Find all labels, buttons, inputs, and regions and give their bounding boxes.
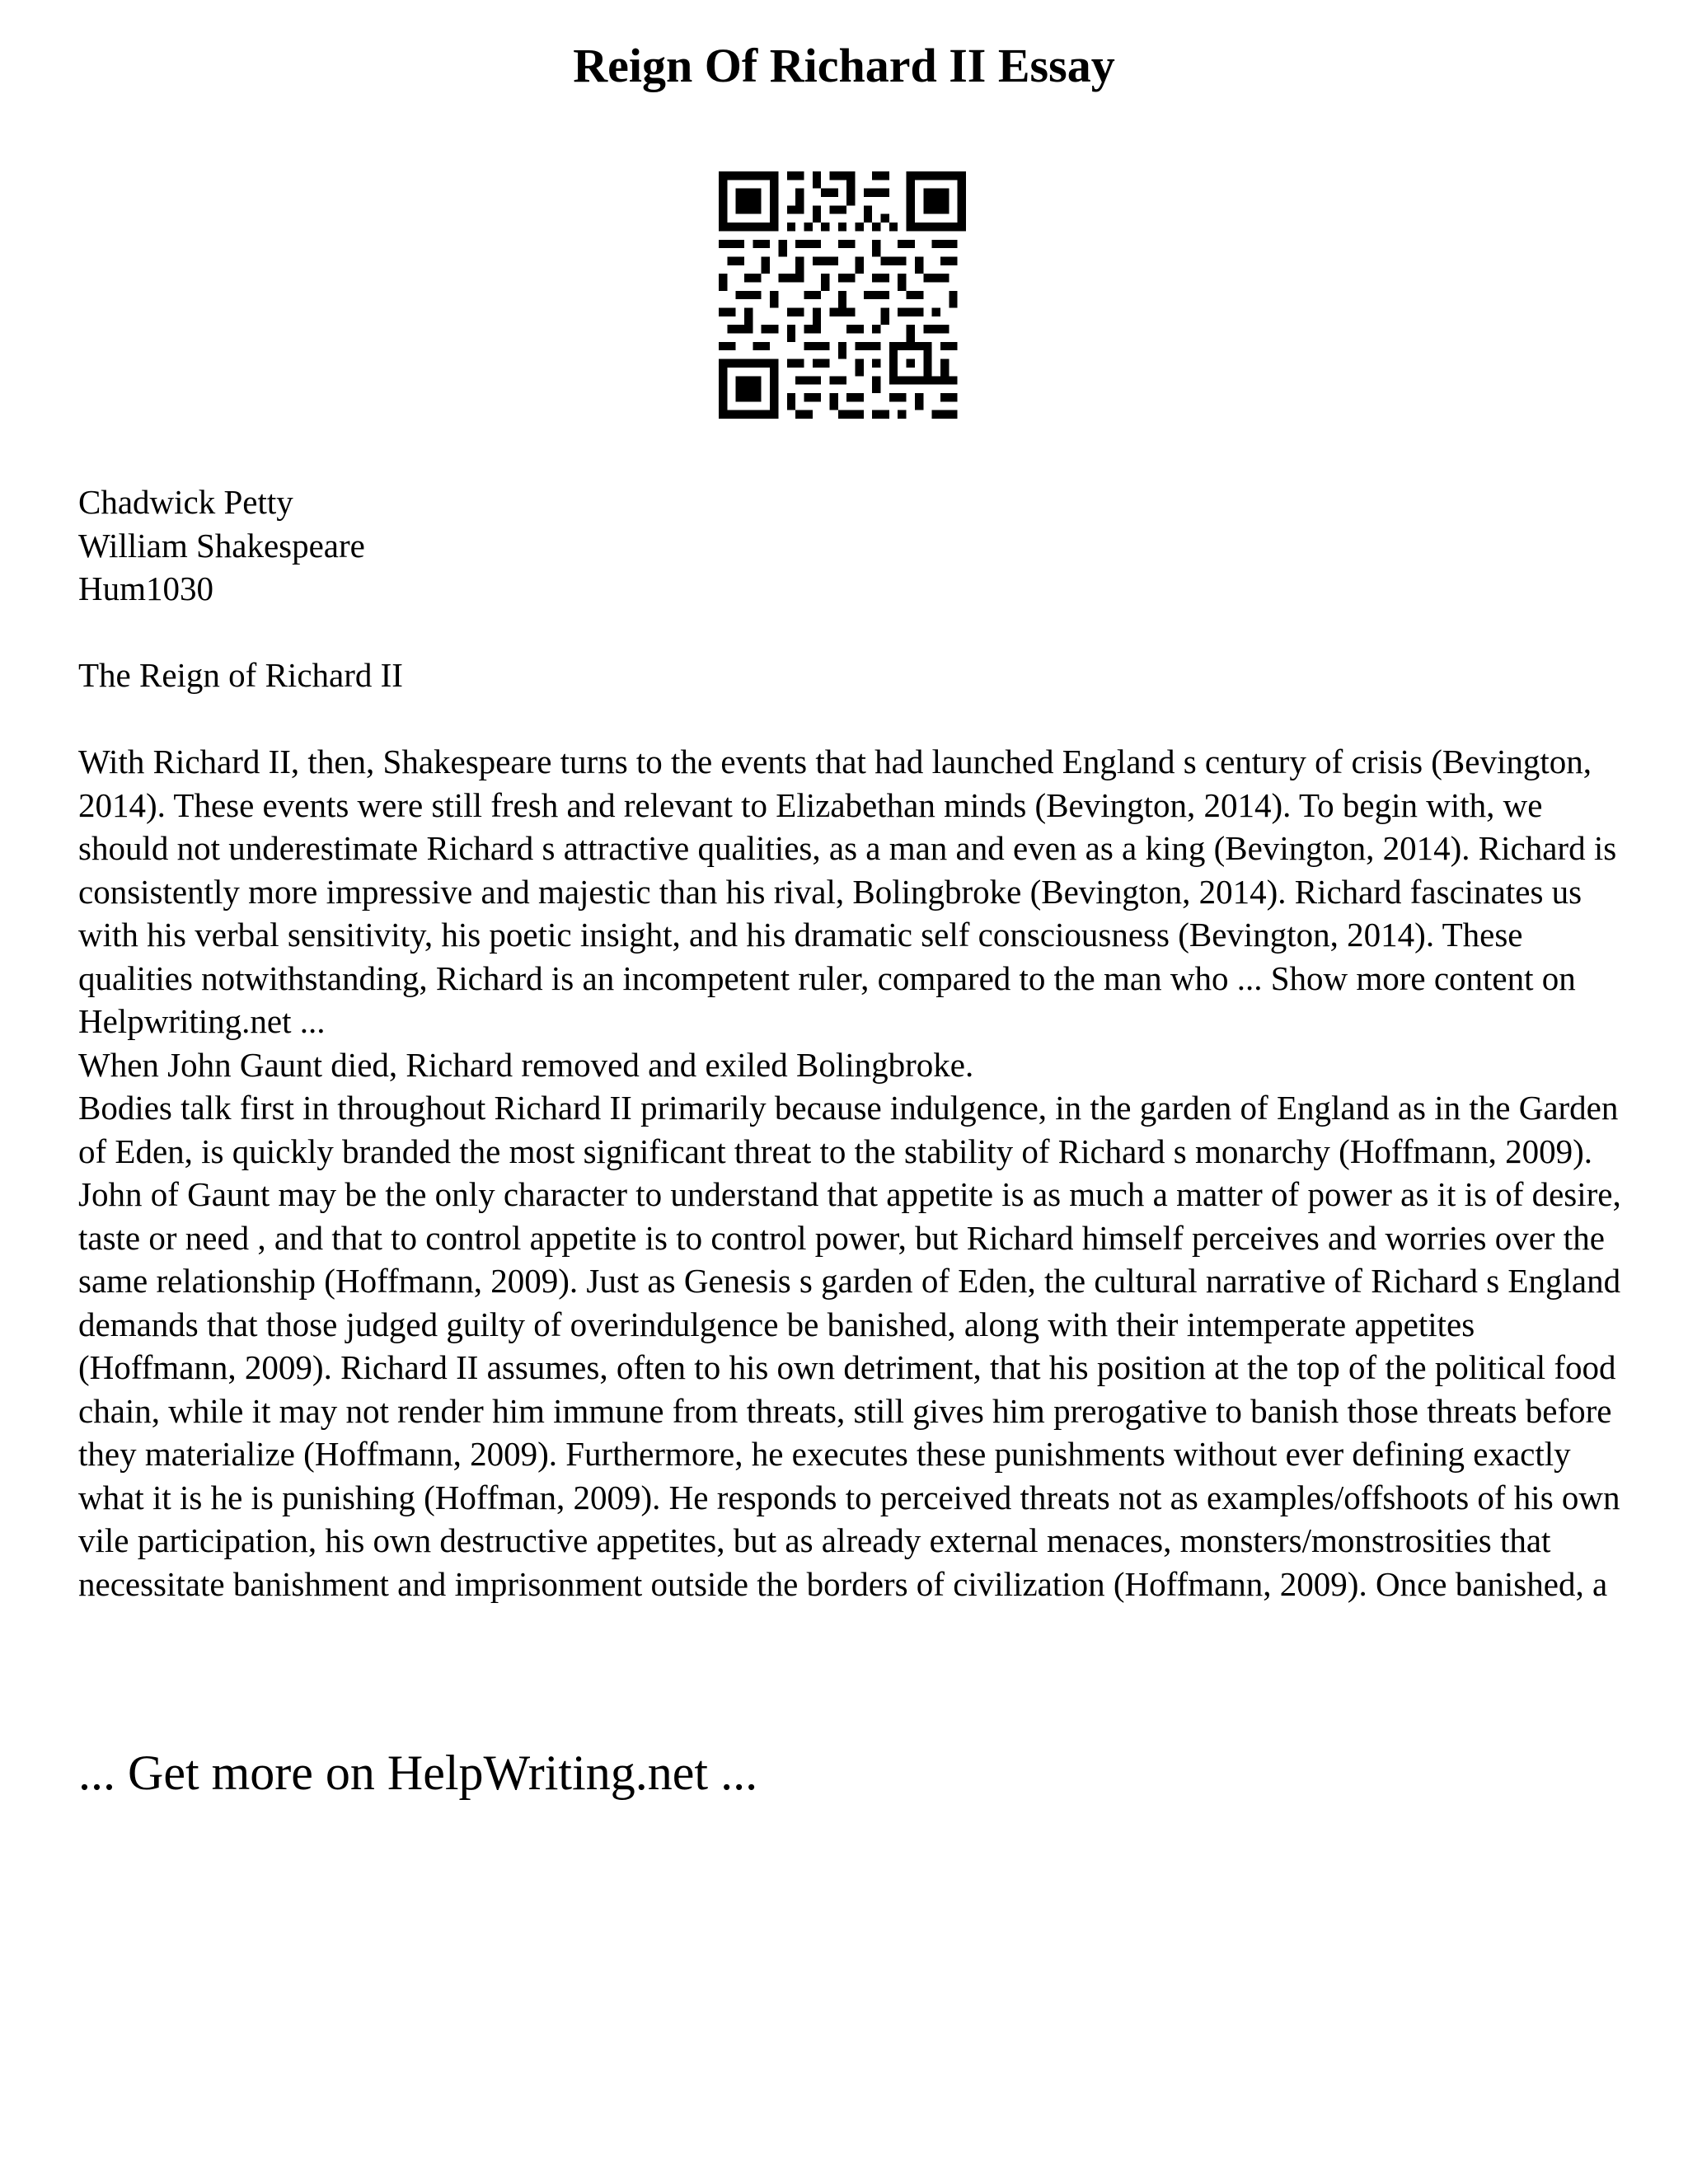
- paragraph-3: Bodies talk first in throughout Richard II primarily because indulgence, in the garden of England as in the Garden of Eden, is quickly branded the most significant threat to the stability of Richard s monarchy (Hoffmann, 2009). John of Gaunt may be the only character to understand that appetite is as much a matter of power as it is of desire, taste or need , and that to control appetite is to control power, but Richard himself perceives and worries over the same relationship (Hoffmann, 2009). Just as Genesis s garden of Eden, the cultural narrative of Richard s England demands that those judged guilty of overindulgence be banished, along with their intemperate appetites (Hoffmann, 2009). Richard II assumes, often to his own detriment, that his position at the top of the political food chain, while it may not render him immune from threats, still gives him prerogative to banish those threats before they materialize (Hoffmann, 2009). Furthermore, he executes these punishments without ever defining exactly what it is he is punishing (Hoffman, 2009). He responds to perceived threats not as examples/offshoots of his own vile participation, his own destructive appetites, but as already external menaces, monsters/monstrosities that necessitate banishment and imprisonment outside the borders of civilization (Hoffmann, 2009). Once banished, a: [78, 1089, 1621, 1603]
- document-body: [78, 480, 1628, 1605]
- qr-code-icon: [719, 171, 966, 419]
- document-title: Reign Of Richard II Essay: [573, 39, 1115, 92]
- paragraph-2: When John Gaunt died, Richard removed and exiled Bolingbroke.: [78, 1045, 974, 1084]
- essay-title: The Reign of Richard II: [78, 656, 403, 694]
- footer-link[interactable]: ... Get more on HelpWriting.net ...: [78, 1746, 758, 1800]
- subject-name: William Shakespeare: [78, 526, 365, 565]
- author-name: Chadwick Petty: [78, 483, 293, 521]
- course-code: Hum1030: [78, 569, 213, 607]
- paragraph-1: With Richard II, then, Shakespeare turns to the events that had launched England s century of crisis (Bevington, 2014). These events were still fresh and relevant to Elizabethan minds (Bevington, 2014). To begin with, we should not underestimate Richard s attractive qualities, as a man and even as a king (Bevington, 2014). Richard is consistently more impressive and majestic than his rival, Bolingbroke (Bevington, 2014). Richard fascinates us with his verbal sensitivity, his poetic insight, and his dramatic self consciousness (Bevington, 2014). These qualities notwithstanding, Richard is an incompetent ruler, compared to the man who ... Show more content on Helpwriting.net ...: [78, 743, 1617, 1040]
